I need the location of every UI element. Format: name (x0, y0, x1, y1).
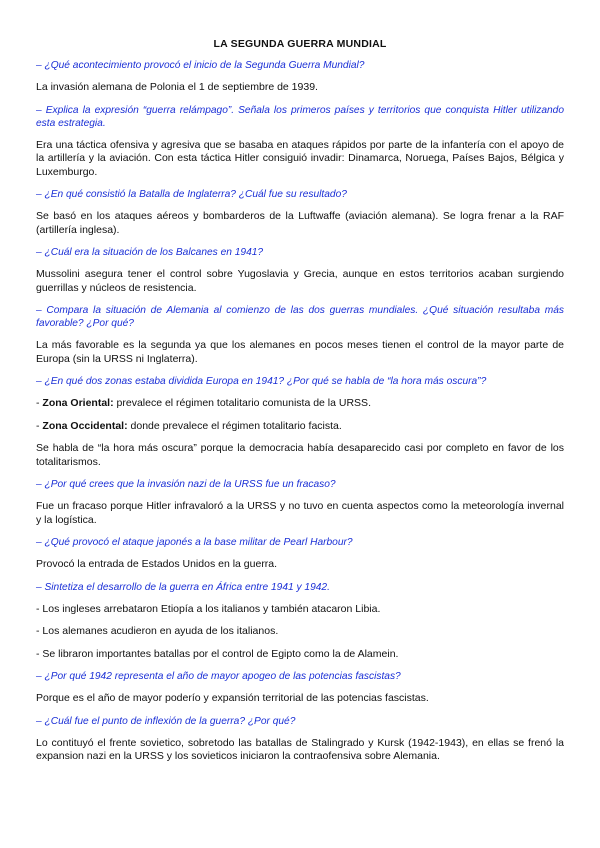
answer-11: Lo contituyó el frente sovietico, sobretodo las batallas de Stalingrado y Kursk (1942-1943), en ellas se frenó la expansion nazi en la URSS y los sovieticos iniciaron la contraofensiva sobre Alemania. (36, 736, 564, 762)
page-title: LA SEGUNDA GUERRA MUNDIAL (213, 38, 387, 50)
answer-1: La invasión alemana de Polonia el 1 de septiembre de 1939. (36, 81, 318, 93)
answer-9-item-3: - Se libraron importantes batallas por el control de Egipto como la de Alamein. (36, 647, 399, 660)
question-11: – ¿Cuál fue el punto de inflexión de la guerra? ¿Por qué? (36, 715, 296, 727)
question-2: – Explica la expresión “guerra relámpago”. Señala los primeros países y territorios que conquista Hitler utilizando esta estrategia. (36, 104, 564, 129)
question-10: – ¿Por qué 1942 representa el año de mayor apogeo de las potencias fascistas? (36, 671, 401, 682)
question-4: – ¿Cuál era la situación de los Balcanes en 1941? (36, 247, 264, 258)
answer-10: Porque es el año de mayor poderío y expansión territorial de las potencias fascistas. (36, 692, 429, 704)
question-9: – Sintetiza el desarrollo de la guerra en África entre 1941 y 1942. (36, 581, 330, 593)
answer-8: Provocó la entrada de Estados Unidos en la guerra. (36, 558, 278, 570)
answer-3: Se basó en los ataques aéreos y bombarderos de la Luftwaffe (aviación alemana). Se logra frenar a la RAF (artillería inglesa). (36, 210, 564, 236)
answer-6-darkest-hour: Se habla de “la hora más oscura” porque la democracia había desaparecido casi por completo en favor de los totalitarismos. (36, 442, 564, 468)
question-7: – ¿Por qué crees que la invasión nazi de la URSS fue un fracaso? (36, 479, 336, 490)
question-8: – ¿Qué provocó el ataque japonés a la base militar de Pearl Harbour? (36, 537, 353, 548)
western-zone-label: Zona Occidental: (42, 419, 128, 432)
answer-2: Era una táctica ofensiva y agresiva que se basaba en ataques rápidos por parte de la infantería con el apoyo de la artillería y la aviación. Con esta táctica Hitler consiguió invadir: Dinamarca, Noruega, Países Bajos, Bélgica y Luxemburgo. (36, 138, 564, 178)
answer-7: Fue un fracaso porque Hitler infravaloró a la URSS y no tuvo en cuenta aspectos como la meteorología invernal y la logística. (36, 500, 564, 526)
question-1: – ¿Qué acontecimiento provocó el inicio de la Segunda Guerra Mundial? (36, 60, 365, 71)
question-3: – ¿En qué consistió la Batalla de Inglaterra? ¿Cuál fue su resultado? (36, 189, 347, 200)
question-6: – ¿En qué dos zonas estaba dividida Europa en 1941? ¿Por qué se habla de “la hora más oscura”? (36, 376, 487, 387)
eastern-zone-text: prevalece el régimen totalitario comunista de la URSS. (113, 397, 371, 409)
question-5: – Compara la situación de Alemania al comienzo de las dos guerras mundiales. ¿Qué situación resultaba más favorable? ¿Por qué? (36, 305, 564, 329)
answer-5: La más favorable es la segunda ya que los alemanes en pocos meses tienen el control de la mayor parte de Europa (sin la URSS ni Inglaterra). (36, 339, 564, 365)
answer-9-item-2: - Los alemanes acudieron en ayuda de los italianos. (36, 625, 279, 637)
answer-9-item-1: - Los ingleses arrebataron Etiopía a los italianos y también atacaron Libia. (36, 602, 381, 615)
eastern-zone-label: Zona Oriental: (42, 397, 114, 409)
answer-6-western-zone: - Zona Occidental: donde prevalece el régimen totalitario facista. (36, 419, 342, 432)
answer-6-eastern-zone: - Zona Oriental: prevalece el régimen totalitario comunista de la URSS. (36, 397, 371, 409)
western-zone-text: donde prevalece el régimen totalitario facista. (127, 419, 342, 432)
answer-4: Mussolini asegura tener el control sobre Yugoslavia y Grecia, aunque en estos territorios acaban surgiendo guerrillas y núcleos de resistencia. (36, 268, 564, 294)
